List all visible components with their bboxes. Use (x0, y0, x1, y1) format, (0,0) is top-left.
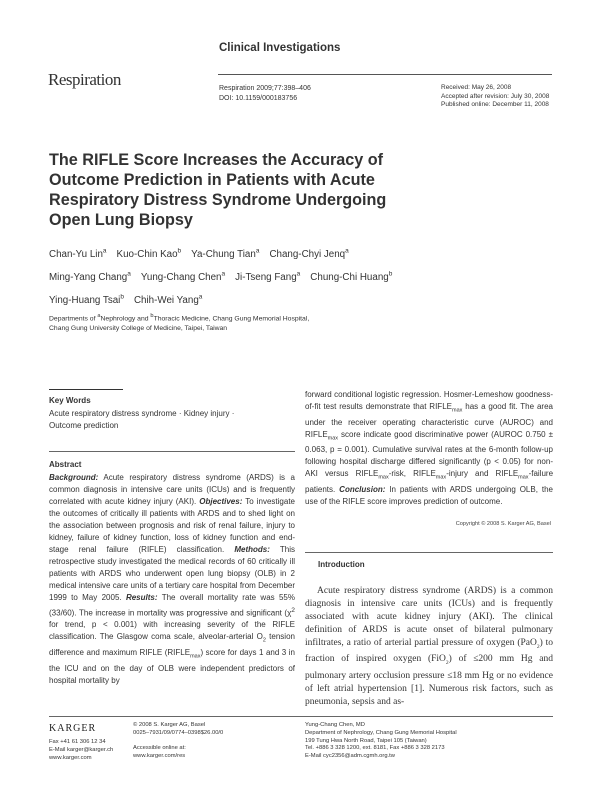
corr-name: Yung-Chang Chen, MD (305, 722, 365, 728)
citation-block (219, 84, 311, 103)
doi-link[interactable]: 10.1159/000183756 (235, 94, 298, 102)
keywords-rule (49, 389, 123, 390)
introduction-heading: Introduction (318, 560, 365, 569)
article-title: The RIFLE Score Increases the Accuracy of Outcome Prediction in Patients with Acute Respiratory Distress Syndrome Undergoing Open Lung Biopsy (49, 151, 387, 229)
header-rule (218, 74, 552, 75)
publisher-contact (49, 739, 113, 762)
author-name: Yung-Chang Chen$^a$ (140, 270, 226, 284)
author-name: Chang-Chyi Jenq$^a$ (269, 248, 349, 261)
label-background: Background: (49, 473, 99, 482)
corr-phone: Tel. +886 3 328 1200, ext. 8181, Fax +886 3 328 2173 (305, 745, 445, 752)
received-date: Received: May 26, 2008 (441, 84, 512, 91)
author-name: Chung-Chi Huang$^b$ (310, 270, 393, 284)
label-conclusion: Conclusion: (339, 485, 386, 495)
author-name: Chih-Wei Yang$^a$ (133, 293, 203, 306)
citation: Respiration 2009;77:398–406 (219, 85, 311, 92)
introduction-text: Acute respiratory distress syndrome (ARDS) is a common diagnosis in intensive care units (ICUs) and is frequently associated with acute kidney injury (AKI). The clinical definition of ARDS is acute onset of bilateral pulmonary infiltrates, a ratio of arterial partial pressure of oxygen (PaO$_2$) to fraction of inspired oxygen (FiO$_2$) of ≤200 mm Hg and pulmonary artery occlusion pressure ≤18 mm Hg or no evidence of left atrial hypertension [1]. Numerous risk factors, such as pneumonia, sepsis and as- (305, 586, 553, 708)
footer-accessible: Accessible online at: (133, 745, 186, 752)
publisher-logo: KARGER (49, 723, 97, 734)
abstract-rule (49, 451, 295, 452)
label-results: Results: (125, 593, 158, 603)
corr-email[interactable]: E-Mail cyc2356@adm.cgmh.org.tw (305, 753, 395, 760)
footer-copyright: © 2008 S. Karger AG, Basel (133, 722, 206, 728)
author-name: Ji-Tseng Fang$^a$ (235, 270, 301, 284)
author-name: Kuo-Chin Kao$^b$ (116, 248, 182, 261)
abstract-text-right: forward conditional logistic regression. Hosmer-Lemeshow goodness-of-fit test results demonstrate that $RIFLE_{max}$ has a good fit. The area under the receiver operating characteristic curve (AUROC) and $RIFLE_{max}$ score indicate good discriminative power (AUROC 0.750 ± 0.063, p = 0.001). Cumulative survival rates at the 6-month follow-up following hospital discharge differed significantly (p < 0.05) for non-AKI versus $RIFLE_{max}$-risk, $RIFLE_{max}$-injury and $RIFLE_{max}$-failure patients. Conclusion: In patients with ARDS undergoing OLB, the use of the RIFLE score improves prediction of outcome. (305, 390, 554, 507)
footer-issn: 0025–7931/09/0774–0398$26.00/0 (133, 729, 224, 736)
affiliations (49, 311, 409, 334)
dates-block (441, 84, 549, 110)
author-name: Ya-Chung Tian$^a$ (191, 248, 260, 261)
accepted-date: Accepted after revision: July 30, 2008 (441, 92, 550, 100)
keywords-line-2: Outcome prediction (49, 421, 119, 430)
publisher-email[interactable]: E-Mail karger@karger.ch (49, 746, 114, 753)
correspondence (305, 722, 457, 761)
author-name: Ming-Yang Chang$^a$ (49, 270, 131, 284)
keywords-heading: Key Words (49, 396, 91, 405)
author-name: Ying-Huang Tsai$^b$ (49, 293, 124, 306)
introduction-rule (305, 552, 553, 553)
section-label: Clinical Investigations (219, 42, 341, 54)
keywords-text (49, 408, 295, 432)
author-list (49, 242, 509, 310)
keywords-line-1: Acute respiratory distress syndrome · Kidney injury · (49, 409, 235, 418)
doi-line (219, 94, 311, 104)
doi-prefix: DOI: (219, 94, 236, 102)
copyright-notice: Copyright © 2008 S. Karger AG, Basel (455, 521, 551, 527)
journal-logo: Respiration (48, 70, 121, 89)
publication-info (133, 722, 223, 761)
affiliation-line-1: Departments of $^a$Nephrology and $^b$Thoracic Medicine, Chang Gung Memorial Hospital, (49, 313, 310, 323)
footer-rule (49, 716, 553, 717)
corr-address: 199 Tung Hwa North Road, Taipei 105 (Taiwan) (305, 737, 427, 744)
abstract-text-left: Background: Acute respiratory distress syndrome (ARDS) is a common diagnosis in intensive care units (ICUs) and is frequently correlated with acute kidney injury (AKI). Objectives: To investigate the outcomes of critically ill patients with ARDS and to shed light on the association between prognosis and risk of renal failure, injury to kidney, failure of kidney function, loss of kidney function and end-stage renal failure (RIFLE) classification. Methods: This retrospective study investigated the medical records of 60 critically ill patients with ARDS who underwent open lung biopsy (OLB) in 2 medical intensive care units of a tertiary care hospital from December 1999 to May 2005. Results: The overall mortality rate was 55% (33/60). The increase in mortality was progressive and significant ($\chi^2$ for trend, p < 0.001) with increasing severity of the RIFLE classification. The Glasgow coma scale, alveolar-arterial $O_2$ tension difference and maximum RIFLE $(RIFLE_{max})$ score for days 1 and 3 in the ICU and on the day of OLB were independent predictors of hospital mortality by (49, 473, 295, 685)
published-date: Published online: December 11, 2008 (441, 101, 549, 109)
publisher-web[interactable]: www.karger.com (49, 754, 92, 761)
affiliation-line-2: Chang Gung University College of Medicine, Taipei, Taiwan (49, 325, 228, 333)
publisher-fax: Fax +41 61 306 12 34 (49, 739, 106, 745)
footer-spacer (133, 738, 223, 746)
label-objectives: Objectives: (199, 497, 243, 507)
author-name: Chan-Yu Lin$^a$ (49, 248, 107, 261)
abstract-heading: Abstract (49, 460, 82, 469)
corr-dept: Department of Nephrology, Chang Gung Memorial Hospital (305, 729, 457, 736)
footer-journal-url[interactable]: www.karger.com/res (133, 753, 186, 760)
label-methods: Methods: (234, 545, 270, 555)
